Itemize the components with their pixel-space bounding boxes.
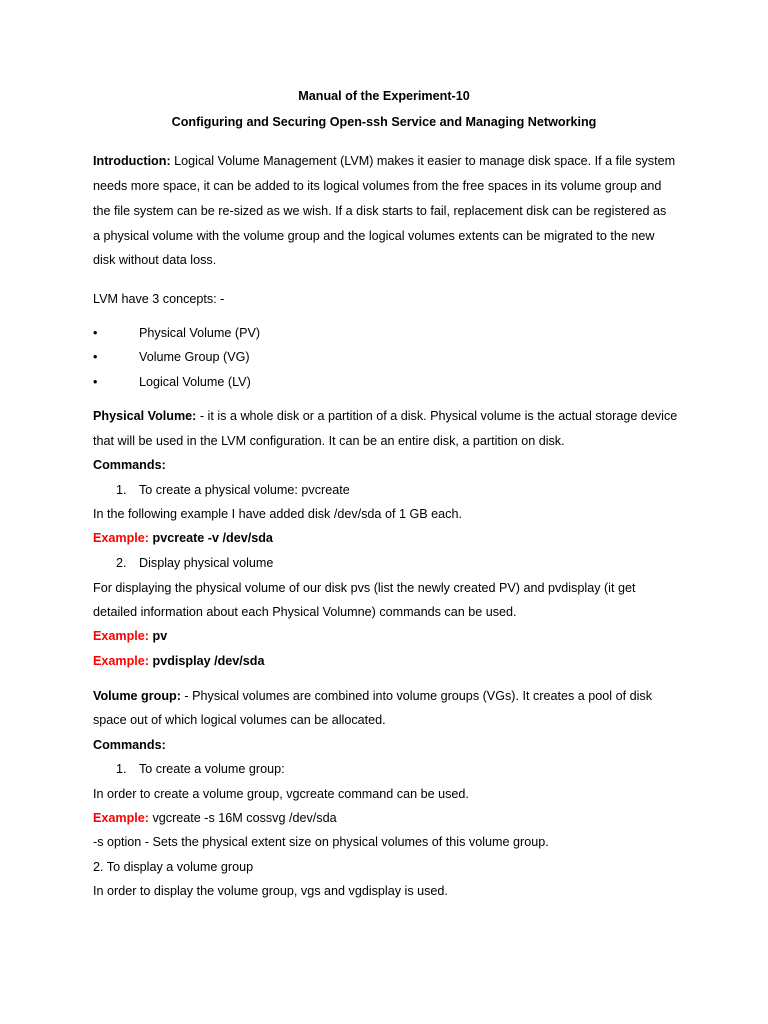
pv-step2-text: Display physical volume <box>139 556 274 570</box>
vg-option-note: -s option - Sets the physical extent size on physical volumes of this volume group. <box>93 835 549 849</box>
pv-line-2: that will be used in the LVM configuration. It can be an entire disk, a partition on disk. <box>93 434 565 448</box>
document-subtitle: Configuring and Securing Open-ssh Service and Managing Networking <box>171 115 597 129</box>
list-item: Volume Group (VG) <box>139 350 250 364</box>
example-label: Example: <box>93 629 149 643</box>
pv-step1-text: To create a physical volume: pvcreate <box>139 483 350 497</box>
bullet-icon: • <box>93 350 98 364</box>
example-label: Example: <box>93 654 149 668</box>
pv-text-1: - it is a whole disk or a partition of a disk. Physical volume is the actual storage device <box>196 409 678 423</box>
document-title: Manual of the Experiment-10 <box>298 89 470 103</box>
example-command: vgcreate -s 16M cossvg /dev/sda <box>149 811 337 825</box>
pv-commands-label: Commands: <box>93 458 166 472</box>
example-command: pvdisplay /dev/sda <box>149 654 265 668</box>
vg-text-1: - Physical volumes are combined into volume groups (VGs). It creates a pool of disk <box>180 689 652 703</box>
intro-line-5: disk without data loss. <box>93 253 217 267</box>
example-label: Example: <box>93 811 149 825</box>
list-item: Logical Volume (LV) <box>139 375 251 389</box>
bullet-icon: • <box>93 326 98 340</box>
intro-text-1: Logical Volume Management (LVM) makes it easier to manage disk space. If a file system <box>170 154 676 168</box>
vg-example-1 <box>93 812 337 825</box>
pv-example-1 <box>93 532 273 545</box>
concepts-heading: LVM have 3 concepts: - <box>93 292 225 306</box>
pv-step1-note: In the following example I have added disk /dev/sda of 1 GB each. <box>93 507 462 521</box>
vg-step2-text: 2. To display a volume group <box>93 860 254 874</box>
pv-step2-line-2: detailed information about each Physical Volumne) commands can be used. <box>93 605 517 619</box>
vg-step1-number: 1. <box>116 762 127 776</box>
bullet-icon: • <box>93 375 98 389</box>
vg-line-2: space out of which logical volumes can be allocated. <box>93 713 386 727</box>
intro-label: Introduction: <box>93 154 171 168</box>
vg-step1-note: In order to create a volume group, vgcreate command can be used. <box>93 787 469 801</box>
example-command: pv <box>149 629 168 643</box>
example-command: pvcreate -v /dev/sda <box>149 531 273 545</box>
pv-line-1 <box>93 410 677 423</box>
vg-label: Volume group: <box>93 689 181 703</box>
pv-step1-number: 1. <box>116 483 127 497</box>
pv-step2-line-1: For displaying the physical volume of our disk pvs (list the newly created PV) and pvdisplay (it get <box>93 581 636 595</box>
pv-example-3 <box>93 655 265 668</box>
example-label: Example: <box>93 531 149 545</box>
intro-line-3: the file system can be re-sized as we wish. If a disk starts to fail, replacement disk can be registered as <box>93 204 667 218</box>
vg-step2-note: In order to display the volume group, vgs and vgdisplay is used. <box>93 884 448 898</box>
intro-line-1 <box>93 155 675 168</box>
pv-example-2 <box>93 630 167 643</box>
pv-step2-number: 2. <box>116 556 127 570</box>
vg-line-1 <box>93 690 652 703</box>
intro-line-4: a physical volume with the volume group and the logical volumes extents can be migrated to the new <box>93 229 655 243</box>
vg-step1-text: To create a volume group: <box>139 762 285 776</box>
intro-line-2: needs more space, it can be added to its logical volumes from the free spaces in its volume group and <box>93 179 662 193</box>
pv-label: Physical Volume: <box>93 409 197 423</box>
vg-commands-label: Commands: <box>93 738 166 752</box>
list-item: Physical Volume (PV) <box>139 326 261 340</box>
